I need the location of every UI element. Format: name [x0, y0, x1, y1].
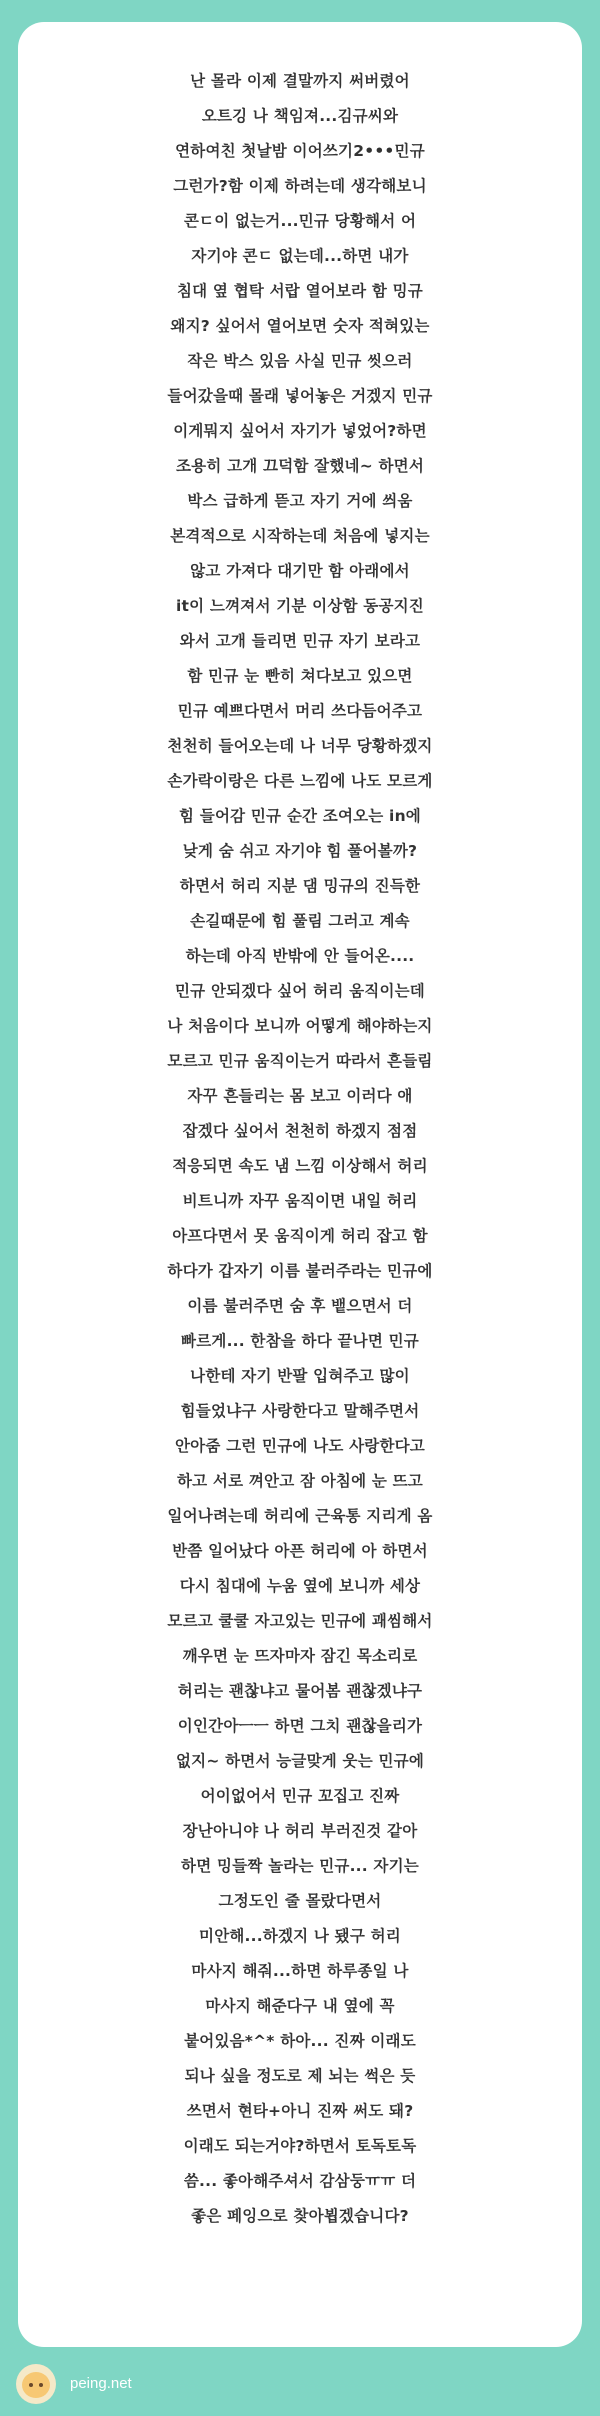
- text-line: 함 민규 눈 빤히 쳐다보고 있으면: [187, 667, 413, 685]
- text-line: 힘들었냐구 사랑한다고 말해주면서: [180, 1402, 420, 1420]
- text-line: 붙어있음*^* 하아... 진짜 이래도: [184, 2032, 416, 2050]
- text-line: 이래도 되는거야?하면서 토독토독: [183, 2137, 417, 2155]
- text-line: 하고 서로 껴안고 잠 아침에 눈 뜨고: [176, 1472, 423, 1490]
- text-line: 자기야 콘ㄷ 없는데...하면 내가: [191, 247, 409, 265]
- text-line: 않고 가져다 대기만 함 아래에서: [190, 562, 410, 580]
- text-line: 마사지 해줘...하면 하루종일 나: [191, 1962, 409, 1980]
- text-line: 반쯤 일어났다 아픈 허리에 아 하면서: [172, 1542, 428, 1560]
- text-line: 안아줌 그런 민규에 나도 사랑한다고: [175, 1437, 425, 1455]
- text-line: 되나 싶을 정도로 제 뇌는 썩은 듯: [184, 2067, 416, 2085]
- text-line: 미안해...하겠지 나 됐구 허리: [199, 1927, 401, 1945]
- text-line: 하다가 갑자기 이름 불러주라는 민규에: [167, 1262, 433, 1280]
- text-line: 민규 예쁘다면서 머리 쓰다듬어주고: [177, 702, 423, 720]
- text-line: 마사지 해준다구 내 옆에 꼭: [205, 1997, 395, 2015]
- text-line: 천천히 들어오는데 나 너무 당황하겠지: [167, 737, 433, 755]
- text-line: 깨우면 눈 뜨자마자 잠긴 목소리로: [182, 1647, 418, 1665]
- text-line: 일어나려는데 허리에 근육통 지리게 옴: [167, 1507, 433, 1525]
- text-line: 쓰면서 현타+아니 진짜 써도 돼?: [186, 2102, 414, 2120]
- text-line: 좋은 페잉으로 찾아뵙겠습니다?: [191, 2207, 409, 2225]
- text-line: 콘ㄷ이 없는거...민규 당황해서 어: [183, 212, 417, 230]
- text-line: 다시 침대에 누움 옆에 보니까 세상: [179, 1577, 421, 1595]
- text-line: 와서 고개 들리면 민규 자기 보라고: [179, 632, 421, 650]
- text-line: 잡겠다 싶어서 천천히 하겠지 점점: [182, 1122, 418, 1140]
- text-line: 자꾸 흔들리는 몸 보고 이러다 애: [187, 1087, 413, 1105]
- text-line: 조용히 고개 끄덕함 잘했네~ 하면서: [176, 457, 424, 475]
- text-line: 장난아니야 나 허리 부러진것 같아: [182, 1822, 418, 1840]
- text-line: 손가락이랑은 다른 느낌에 나도 모르게: [167, 772, 433, 790]
- text-line: 하는데 아직 반밖에 안 들어온....: [185, 947, 415, 965]
- text-line: it이 느껴져서 기분 이상함 동공지진: [176, 597, 424, 615]
- question-card: [18, 22, 582, 2347]
- text-line: 적응되면 속도 냄 느낌 이상해서 허리: [172, 1157, 428, 1175]
- site-name[interactable]: peing.net: [70, 2375, 132, 2392]
- text-line: 낮게 숨 쉬고 자기야 힘 풀어볼까?: [182, 842, 418, 860]
- text-line: 민규 안되겠다 싶어 허리 움직이는데: [175, 982, 425, 1000]
- text-line: 작은 박스 있음 사실 민규 씻으러: [187, 352, 413, 370]
- text-line: 모르고 민규 움직이는거 따라서 흔들림: [167, 1052, 433, 1070]
- text-line: 침대 옆 협탁 서랍 열어보라 함 밍규: [176, 282, 423, 300]
- text-line: 난 몰라 이제 결말까지 써버렸어: [190, 72, 410, 90]
- text-line: 왜지? 싶어서 열어보면 숫자 적혀있는: [170, 317, 430, 335]
- text-line: 비트니까 자꾸 움직이면 내일 허리: [182, 1192, 418, 1210]
- text-line: 이인간아ㅡㅡ 하면 그치 괜찮을리가: [177, 1717, 423, 1735]
- text-line: 아프다면서 못 움직이게 허리 잡고 함: [172, 1227, 428, 1245]
- text-line: 없지~ 하면서 능글맞게 웃는 민규에: [176, 1752, 424, 1770]
- text-line: 그런가?함 이제 하려는데 생각해보니: [173, 177, 427, 195]
- text-line: 나 처음이다 보니까 어떻게 해야하는지: [167, 1017, 433, 1035]
- text-line: 나한테 자기 반팔 입혀주고 많이: [190, 1367, 410, 1385]
- peing-mascot-icon[interactable]: [16, 2364, 56, 2404]
- text-line: 연하여친 첫날밤 이어쓰기2•••민규: [175, 142, 425, 160]
- post-text: [18, 64, 582, 2234]
- text-line: 이게뭐지 싶어서 자기가 넣었어?하면: [173, 422, 427, 440]
- footer: [0, 2347, 600, 2416]
- text-line: 이름 불러주면 숨 후 뱉으면서 더: [187, 1297, 413, 1315]
- text-line: 하면 밍들짝 놀라는 민규... 자기는: [181, 1857, 419, 1875]
- text-line: 빠르게... 한참을 하다 끝나면 민규: [181, 1332, 419, 1350]
- text-line: 힘 들어감 민규 순간 조여오는 in에: [179, 807, 421, 825]
- text-line: 오트깅 나 책임져...김규씨와: [201, 107, 399, 125]
- text-line: 손길때문에 힘 풀림 그러고 계속: [190, 912, 410, 930]
- text-line: 들어갔을때 몰래 넣어놓은 거겠지 민규: [167, 387, 433, 405]
- text-line: 하면서 허리 지분 댐 밍규의 진득한: [179, 877, 421, 895]
- text-line: 본격적으로 시작하는데 처음에 넣지는: [170, 527, 430, 545]
- text-line: 모르고 쿨쿨 자고있는 민규에 괘씸해서: [167, 1612, 433, 1630]
- text-line: 허리는 괜찮냐고 물어봄 괜찮겠냐구: [177, 1682, 423, 1700]
- text-line: 그정도인 줄 몰랐다면서: [218, 1892, 382, 1910]
- text-line: 박스 급하게 뜯고 자기 거에 씌움: [187, 492, 413, 510]
- text-line: 씀... 좋아해주셔서 감삼둥ㅠㅠ 더: [183, 2172, 417, 2190]
- text-line: 어이없어서 민규 꼬집고 진짜: [200, 1787, 400, 1805]
